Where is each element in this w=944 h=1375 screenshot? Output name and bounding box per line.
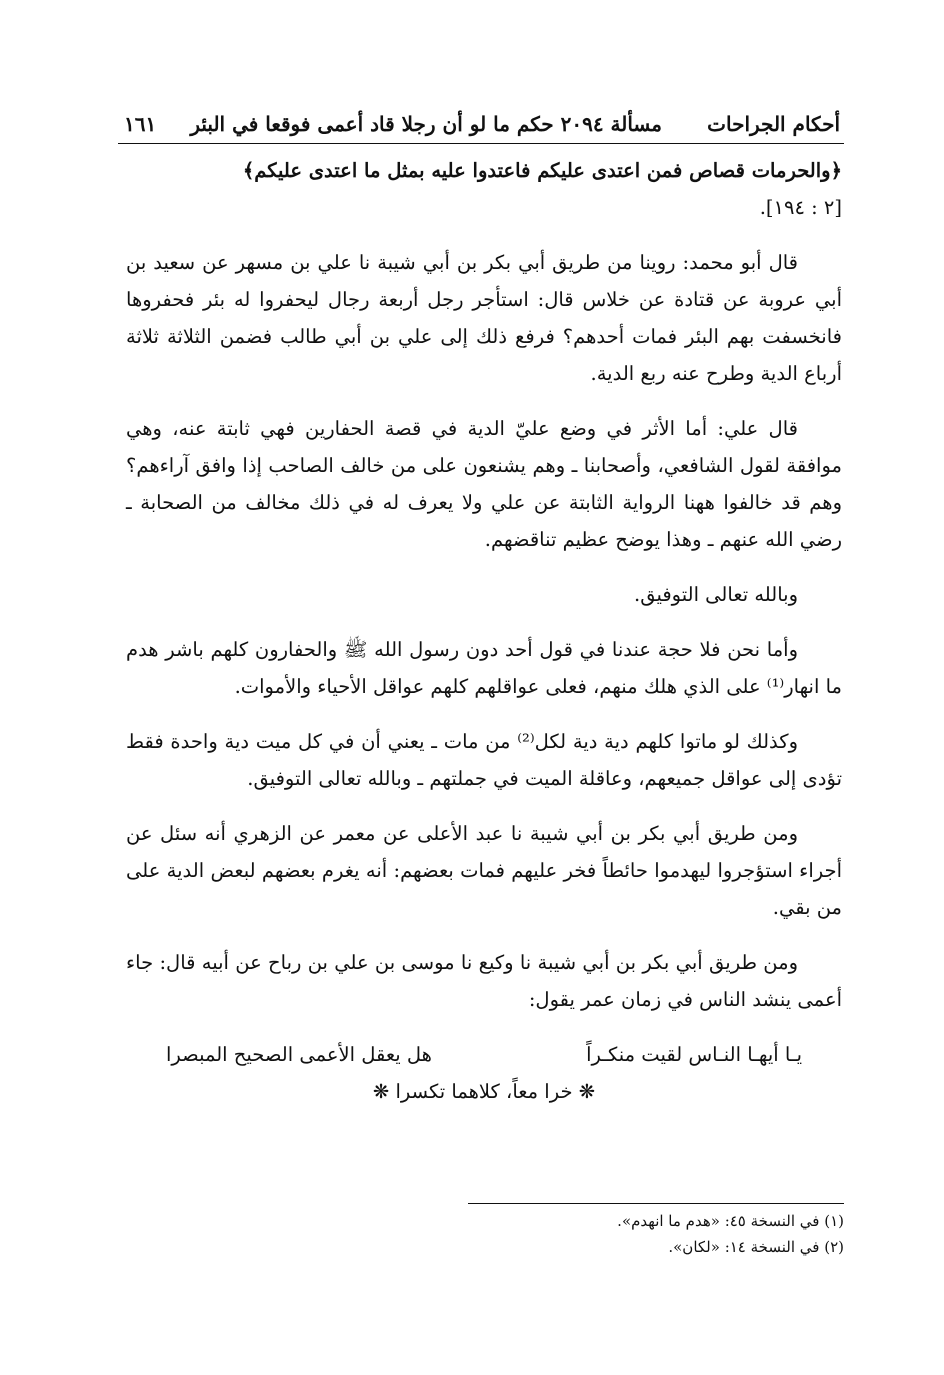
footnote-1: (١) في النسخة ٤٥: «هدم ما انهدم». (617, 1212, 844, 1230)
verse-hemistich-2: هل يعقل الأعمى الصحيح المبصرا (166, 1043, 432, 1066)
paragraph-2: قال أبو محمد: روينا من طريق أبي بكر بن أبي شيبة نا علي بن مسهر عن سعيد بن أبي عروبة عن قتادة عن خلاس قال: استأجر رجل أربعة رجال ليحفروا له بئر فحفروها فانخسفت بهم البئر فمات أحدهم؟ فرفع ذلك إلى علي بن أبي طالب فضمن الثلاثة ثلاثة أرباع الدية وطرح عنه ربع الدية. (126, 251, 842, 385)
verse-line-1 (126, 1036, 842, 1073)
paragraph-quran (126, 152, 842, 226)
header-divider (118, 143, 844, 144)
poem-verse (126, 1036, 842, 1110)
footnotes (468, 1208, 844, 1260)
paragraph-8: ومن طريق أبي بكر بن أبي شيبة نا وكيع نا موسى بن علي بن رباح عن أبيه قال: جاء أعمى ينشد الناس في زمان عمر يقول: (126, 951, 842, 1011)
paragraph-3: قال علي: أما الأثر في وضع عليّ الدية في قصة الحفارين فهي ثابتة عنه، وهي موافقة لقول الشافعي، وأصحابنا ـ وهم يشنعون على من خالف الصاحب إذا وافق آراءهم؟ وهم قد خالفوا ههنا الرواية الثابتة عن علي ولا يعرف له في ذلك مخالف من الصحابة ـ رضي الله عنهم ـ وهذا يوضح عظيم تناقضهم. (126, 417, 842, 551)
paragraph-4: وبالله تعالى التوفيق. (634, 583, 798, 606)
verse-citation: [٢ : ١٩٤]. (759, 196, 842, 219)
paragraph-5: وأما نحن فلا حجة عندنا في قول أحد دون رسول الله ﷺ والحفارون كلهم باشر هدم ما انهار⁽¹⁾ على الذي هلك منهم، فعلى عواقلهم كلهم عواقل الأحياء والأموات. (126, 638, 842, 698)
footnote-divider (468, 1203, 844, 1204)
verse-line-2: ❋ خرا معاً، كلاهما تكسرا ❋ (372, 1080, 596, 1103)
quran-verse: ﴿والحرمات قصاص فمن اعتدى عليكم فاعتدوا عليه بمثل ما اعتدى عليكم﴾ (242, 159, 842, 182)
page-number: ١٦١ (124, 112, 157, 136)
main-text (126, 152, 842, 1110)
paragraph-6: وكذلك لو ماتوا كلهم دية دية لكل⁽²⁾ من مات ـ يعني أن في كل ميت دية واحدة فقط تؤدى إلى عواقل جميعهم، وعاقلة الميت في جملتهم ـ وبالله تعالى التوفيق. (126, 730, 842, 790)
section-title: مسألة ٢٠٩٤ حكم ما لو أن رجلا قاد أعمى فوقعا في البئر (190, 112, 662, 136)
running-header (118, 104, 840, 144)
verse-hemistich-1: يـا أيهـا النـاس لقيت منكـراً (586, 1043, 802, 1066)
book-title: أحكام الجراحات (707, 112, 840, 136)
paragraph-7: ومن طريق أبي بكر بن أبي شيبة نا عبد الأعلى عن معمر عن الزهري أنه سئل عن أجراء استؤجروا ليهدموا حائطاً فخر عليهم فمات بعضهم: أنه يغرم بعضهم لبعض الدية على من بقي. (126, 822, 842, 919)
footnote-2: (٢) في النسخة ١٤: «لكان». (668, 1238, 844, 1256)
